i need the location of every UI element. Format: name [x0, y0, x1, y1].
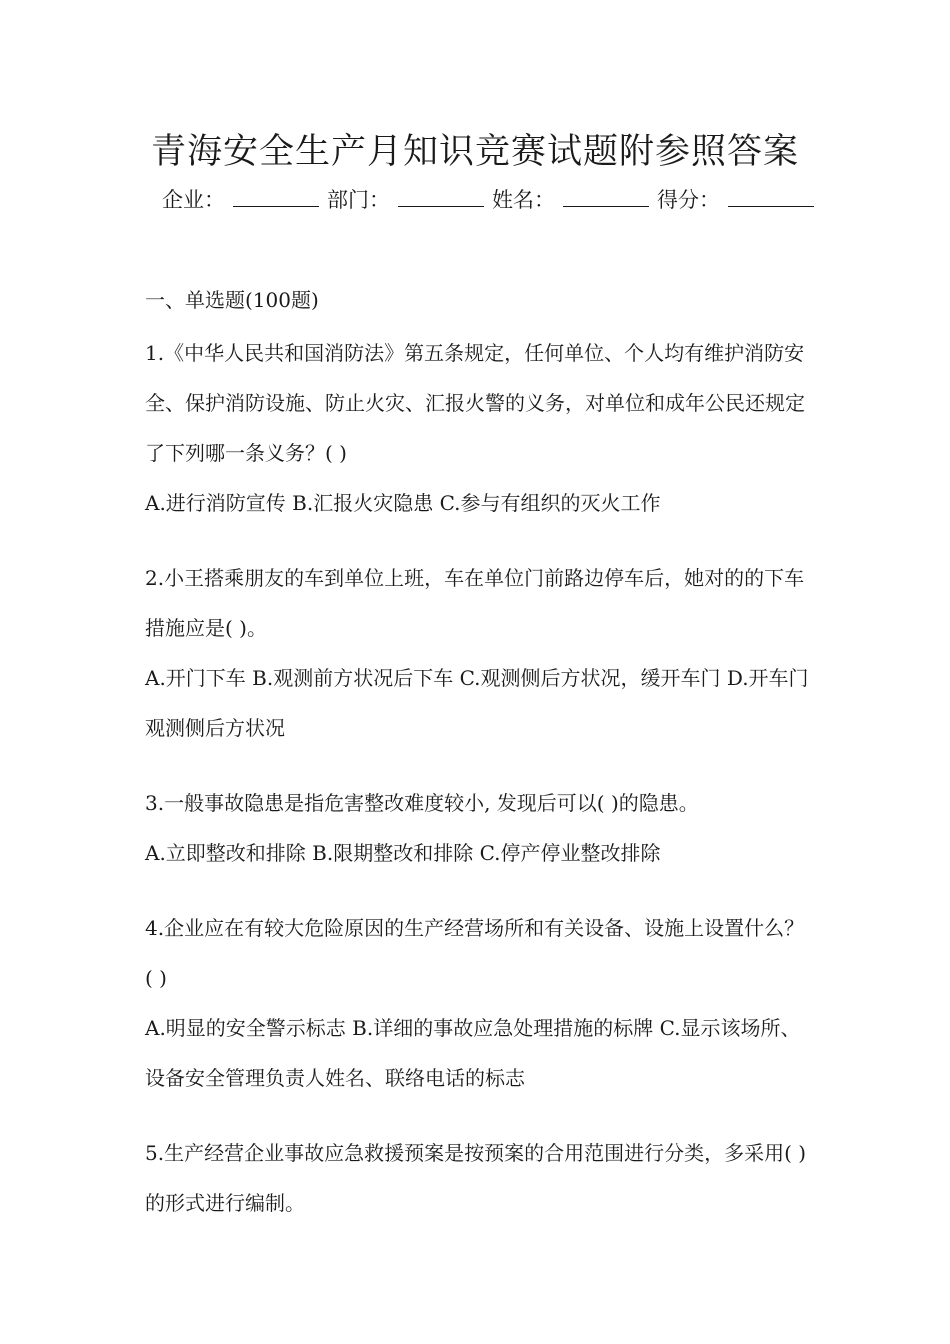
question-1 — [145, 328, 810, 528]
info-fields-row — [162, 183, 802, 217]
question-gap — [145, 1103, 810, 1128]
question-3 — [145, 778, 810, 878]
question-options: A.立即整改和排除 B.限期整改和排除 C.停产停业整改排除 — [145, 841, 661, 865]
section-heading: 一、单选题(100题) — [145, 288, 319, 312]
info-field-department — [327, 183, 492, 217]
question-text: 3.一般事故隐患是指危害整改难度较小, 发现后可以( )的隐患。 — [145, 791, 699, 815]
question-options: A.开门下车 B.观测前方状况后下车 C.观测侧后方状况，缓开车门 D.开车门观测侧后方状况 — [145, 666, 809, 740]
info-field-label: 部门： — [327, 188, 390, 212]
info-field-company — [162, 183, 327, 217]
blank-line — [563, 184, 649, 207]
blank-line — [233, 184, 319, 207]
info-field-label: 企业： — [162, 188, 225, 212]
question-text: 2.小王搭乘朋友的车到单位上班，车在单位门前路边停车后，她对的的下车措施应是( )。 — [145, 566, 805, 640]
question-gap — [145, 753, 810, 778]
info-field-label: 得分： — [657, 188, 720, 212]
question-2 — [145, 553, 810, 753]
info-field-score — [657, 183, 822, 217]
info-field-label: 姓名： — [492, 188, 555, 212]
document-title: 青海安全生产月知识竞赛试题附参照答案 — [150, 132, 799, 172]
question-text: 1.《中华人民共和国消防法》第五条规定，任何单位、个人均有维护消防安全、保护消防设施、防止火灾、汇报火警的义务，对单位和成年公民还规定了下列哪一条义务？( ) — [145, 341, 805, 465]
blank-line — [398, 184, 484, 207]
blank-line — [728, 184, 814, 207]
info-field-name — [492, 183, 657, 217]
question-text: 4.企业应在有较大危险原因的生产经营场所和有关设备、设施上设置什么？( ) — [145, 916, 805, 990]
questions-content — [145, 284, 810, 1228]
question-gap — [145, 528, 810, 553]
question-4 — [145, 903, 810, 1103]
question-gap — [145, 878, 810, 903]
question-options: A.明显的安全警示标志 B.详细的事故应急处理措施的标牌 C.显示该场所、设备安全管理负责人姓名、联络电话的标志 — [145, 1016, 801, 1090]
question-5 — [145, 1128, 810, 1228]
question-text: 5.生产经营企业事故应急救援预案是按预案的合用范围进行分类，多采用( )的形式进行编制。 — [145, 1141, 807, 1215]
question-options: A.进行消防宣传 B.汇报火灾隐患 C.参与有组织的灭火工作 — [145, 491, 661, 515]
